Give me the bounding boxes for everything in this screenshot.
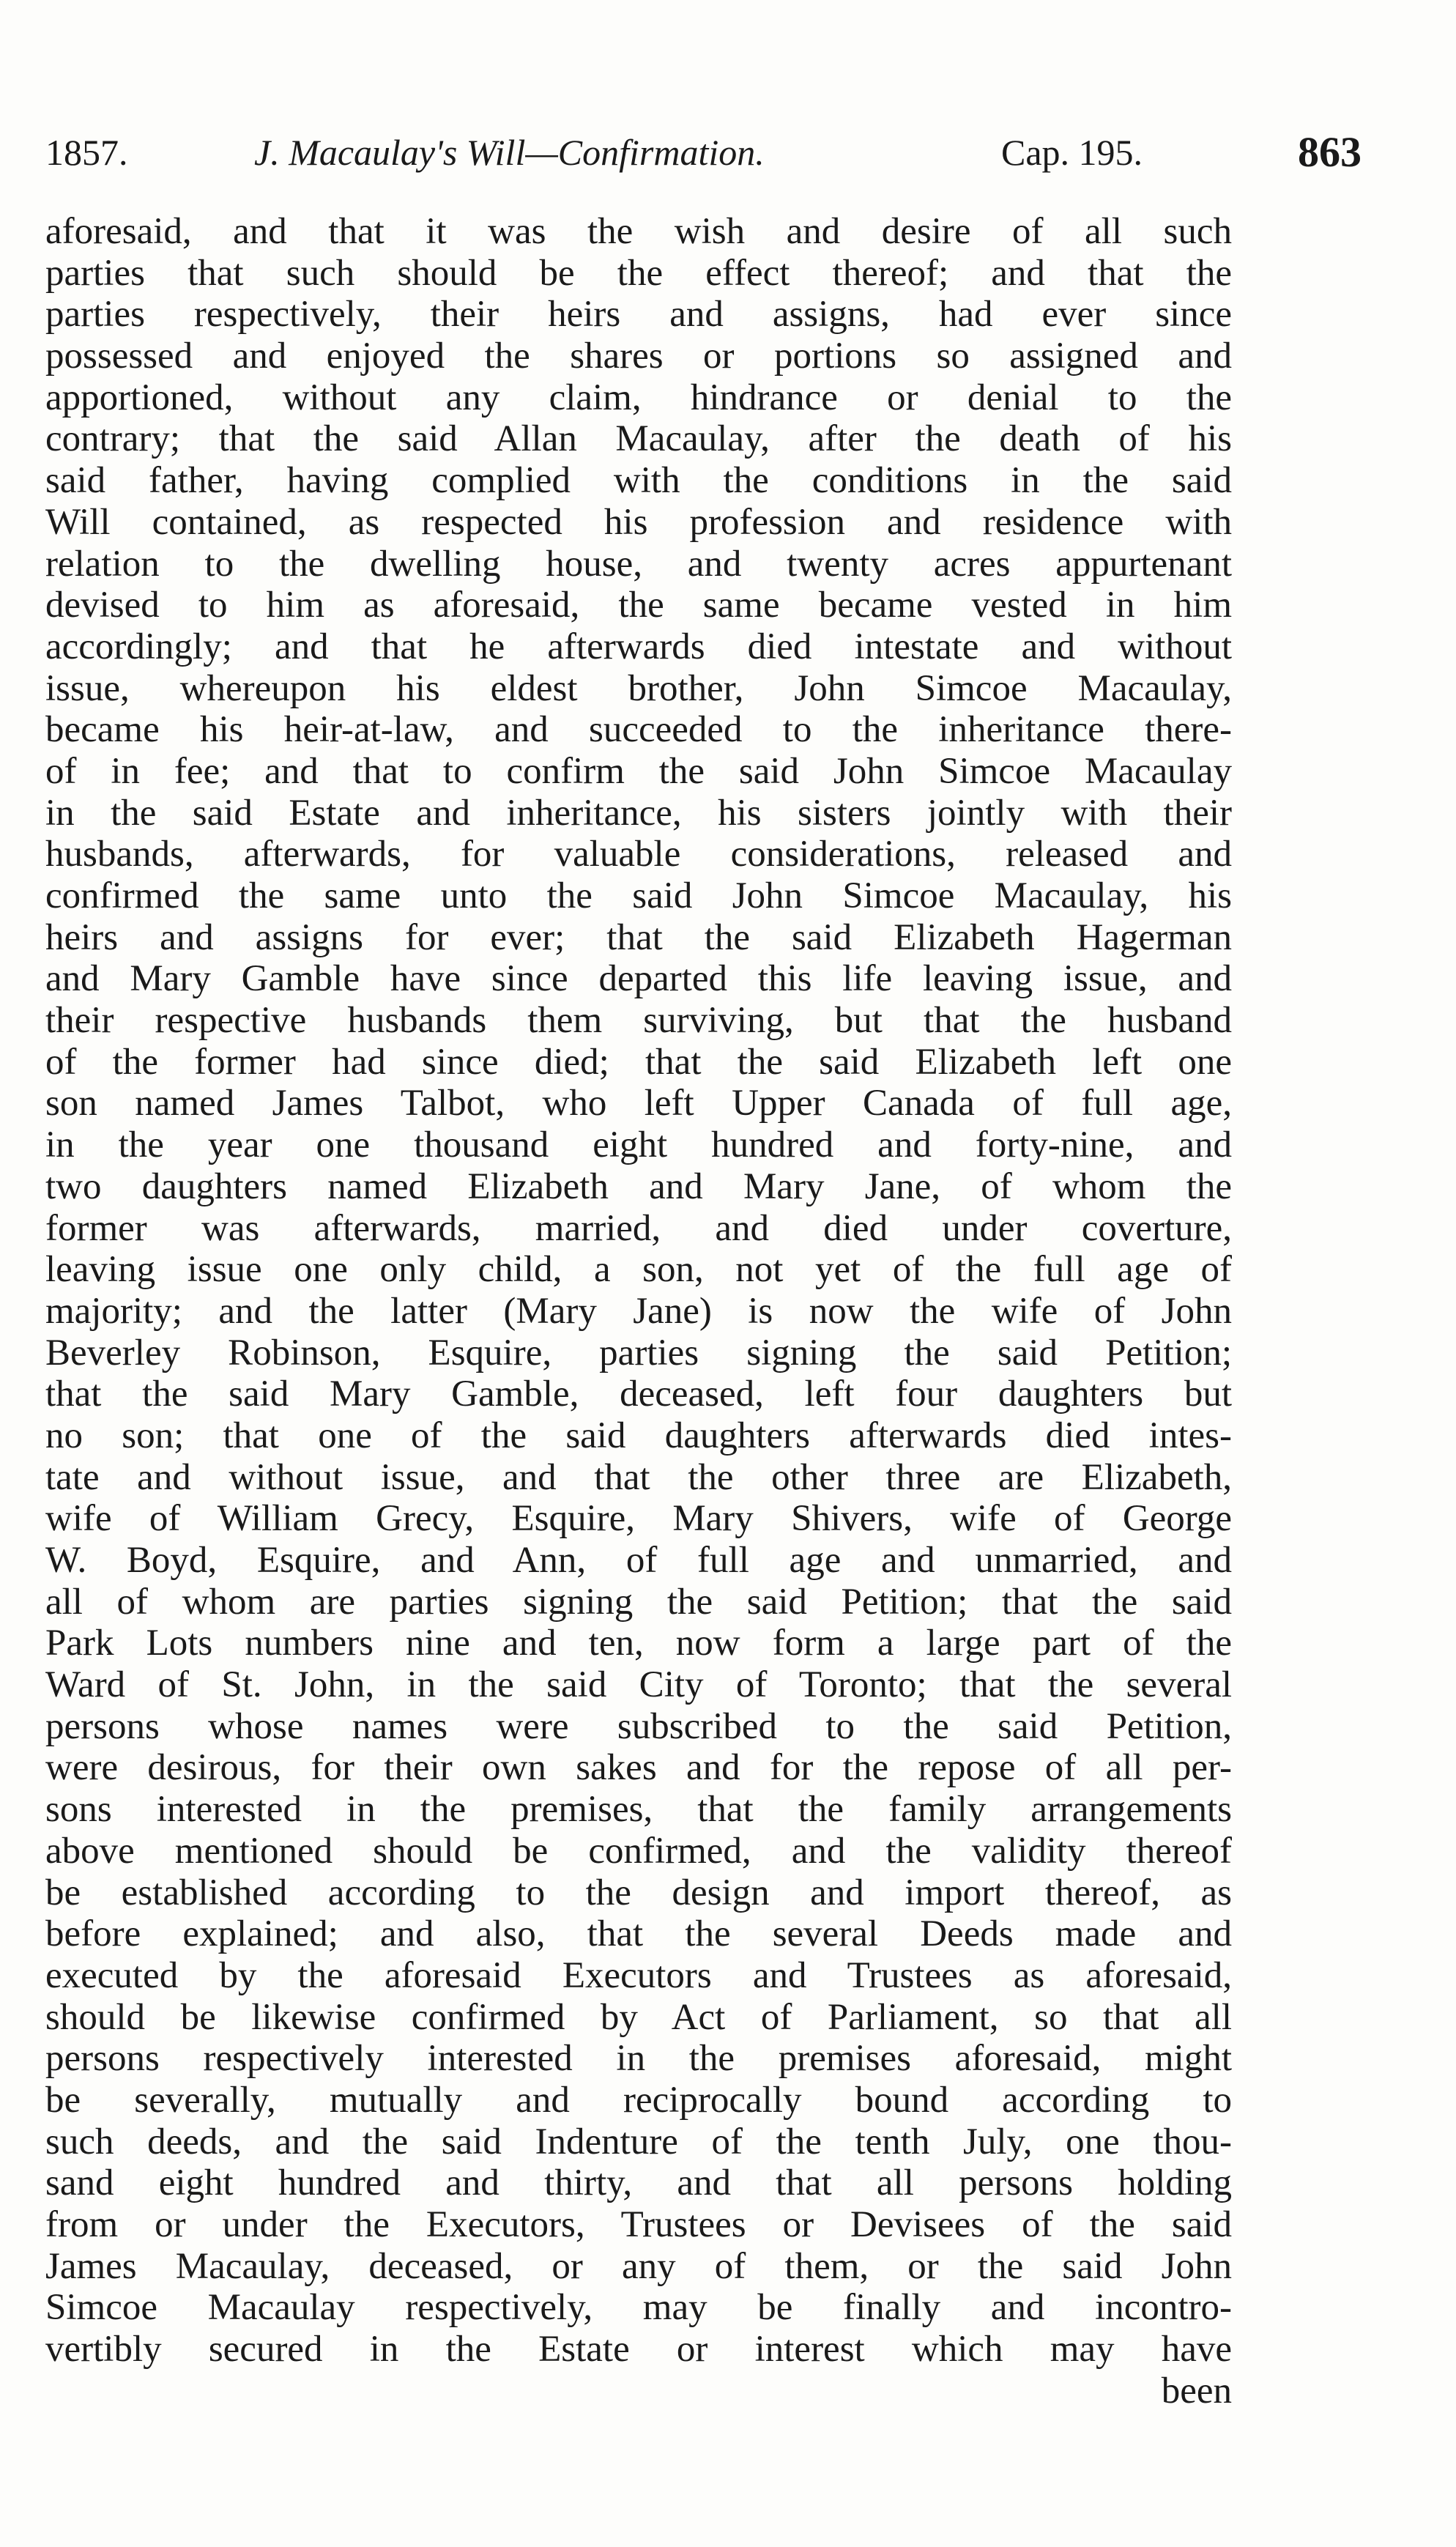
text-line: devised to him as aforesaid, the same became vested in him (45, 585, 1232, 626)
text-line: before explained; and also, that the several Deeds made and (45, 1913, 1232, 1955)
text-line: persons whose names were subscribed to the said Petition, (45, 1705, 1232, 1747)
text-line: apportioned, without any claim, hindrance or denial to the (45, 377, 1232, 418)
text-line: W. Boyd, Esquire, and Ann, of full age and unmarried, and (45, 1540, 1232, 1581)
text-line: be established according to the design and import thereof, as (45, 1872, 1232, 1913)
text-line: contrary; that the said Allan Macaulay, after the death of his (45, 418, 1232, 460)
text-line: should be likewise confirmed by Act of Parliament, so that all (45, 1996, 1232, 2038)
page-number: 863 (1298, 128, 1362, 176)
text-line: of in fee; and that to confirm the said John Simcoe Macaulay (45, 750, 1232, 792)
text-line: persons respectively interested in the premises aforesaid, might (45, 2038, 1232, 2080)
text-line: accordingly; and that he afterwards died intestate and without (45, 626, 1232, 667)
text-line: former was afterwards, married, and died under coverture, (45, 1207, 1232, 1249)
text-line: of the former had since died; that the said Elizabeth left one (45, 1041, 1232, 1083)
text-line: parties that such should be the effect thereof; and that the (45, 252, 1232, 294)
text-line: issue, whereupon his eldest brother, John Simcoe Macaulay, (45, 667, 1232, 709)
header-chapter: Cap. 195. (1001, 132, 1143, 173)
text-line: wife of William Grecy, Esquire, Mary Shivers, wife of George (45, 1498, 1232, 1540)
text-line: became his heir-at-law, and succeeded to the inheritance there- (45, 709, 1232, 751)
text-line: Simcoe Macaulay respectively, may be finally and incontro- (45, 2287, 1232, 2329)
text-line: husbands, afterwards, for valuable considerations, released and (45, 834, 1232, 875)
text-line: Ward of St. John, in the said City of Toronto; that the several (45, 1664, 1232, 1706)
text-line: relation to the dwelling house, and twenty acres appurtenant (45, 543, 1232, 585)
text-line: all of whom are parties signing the said Petition; that the said (45, 1581, 1232, 1623)
text-line: confirmed the same unto the said John Simcoe Macaulay, his (45, 875, 1232, 916)
text-line: in the year one thousand eight hundred and forty-nine, and (45, 1124, 1232, 1166)
text-line: aforesaid, and that it was the wish and desire of all such (45, 211, 1232, 252)
body-text (45, 211, 1232, 2411)
running-head (45, 123, 1408, 182)
text-line: executed by the aforesaid Executors and Trustees as aforesaid, (45, 1954, 1232, 1996)
text-line: no son; that one of the said daughters afterwards died intes- (45, 1415, 1232, 1456)
text-line: tate and without issue, and that the other three are Elizabeth, (45, 1456, 1232, 1498)
text-line: heirs and assigns for ever; that the said Elizabeth Hagerman (45, 916, 1232, 958)
text-line: were desirous, for their own sakes and for the repose of all per- (45, 1747, 1232, 1789)
text-line: two daughters named Elizabeth and Mary Jane, of whom the (45, 1165, 1232, 1207)
text-line: possessed and enjoyed the shares or portions so assigned and (45, 335, 1232, 377)
text-line: sand eight hundred and thirty, and that all persons holding (45, 2162, 1232, 2204)
text-line: Park Lots numbers nine and ten, now form a large part of the (45, 1623, 1232, 1664)
text-line: Will contained, as respected his profession and residence with (45, 501, 1232, 543)
catchword: been (1161, 2370, 1232, 2411)
text-line: such deeds, and the said Indenture of the tenth July, one thou- (45, 2121, 1232, 2162)
text-line: their respective husbands them surviving, but that the husband (45, 1000, 1232, 1042)
text-line: leaving issue one only child, a son, not yet of the full age of (45, 1249, 1232, 1291)
text-line: James Macaulay, deceased, or any of them, or the said John (45, 2245, 1232, 2287)
header-title: J. Macaulay's Will—Confirmation. (254, 132, 765, 173)
text-line: and Mary Gamble have since departed this life leaving issue, and (45, 958, 1232, 1000)
text-line: son named James Talbot, who left Upper Canada of full age, (45, 1083, 1232, 1124)
text-line: majority; and the latter (Mary Jane) is now the wife of John (45, 1290, 1232, 1332)
text-line: that the said Mary Gamble, deceased, left four daughters but (45, 1373, 1232, 1415)
text-line: in the said Estate and inheritance, his sisters jointly with their (45, 792, 1232, 834)
text-line: from or under the Executors, Trustees or Devisees of the said (45, 2204, 1232, 2245)
text-line: be severally, mutually and reciprocally bound according to (45, 2079, 1232, 2121)
header-year: 1857. (45, 132, 128, 173)
text-line: above mentioned should be confirmed, and the validity thereof (45, 1830, 1232, 1872)
text-line: said father, having complied with the conditions in the said (45, 460, 1232, 502)
text-line: vertibly secured in the Estate or interest which may have (45, 2329, 1232, 2370)
text-line: Beverley Robinson, Esquire, parties signing the said Petition; (45, 1332, 1232, 1373)
text-line: sons interested in the premises, that the family arrangements (45, 1789, 1232, 1831)
text-line: parties respectively, their heirs and assigns, had ever since (45, 294, 1232, 335)
